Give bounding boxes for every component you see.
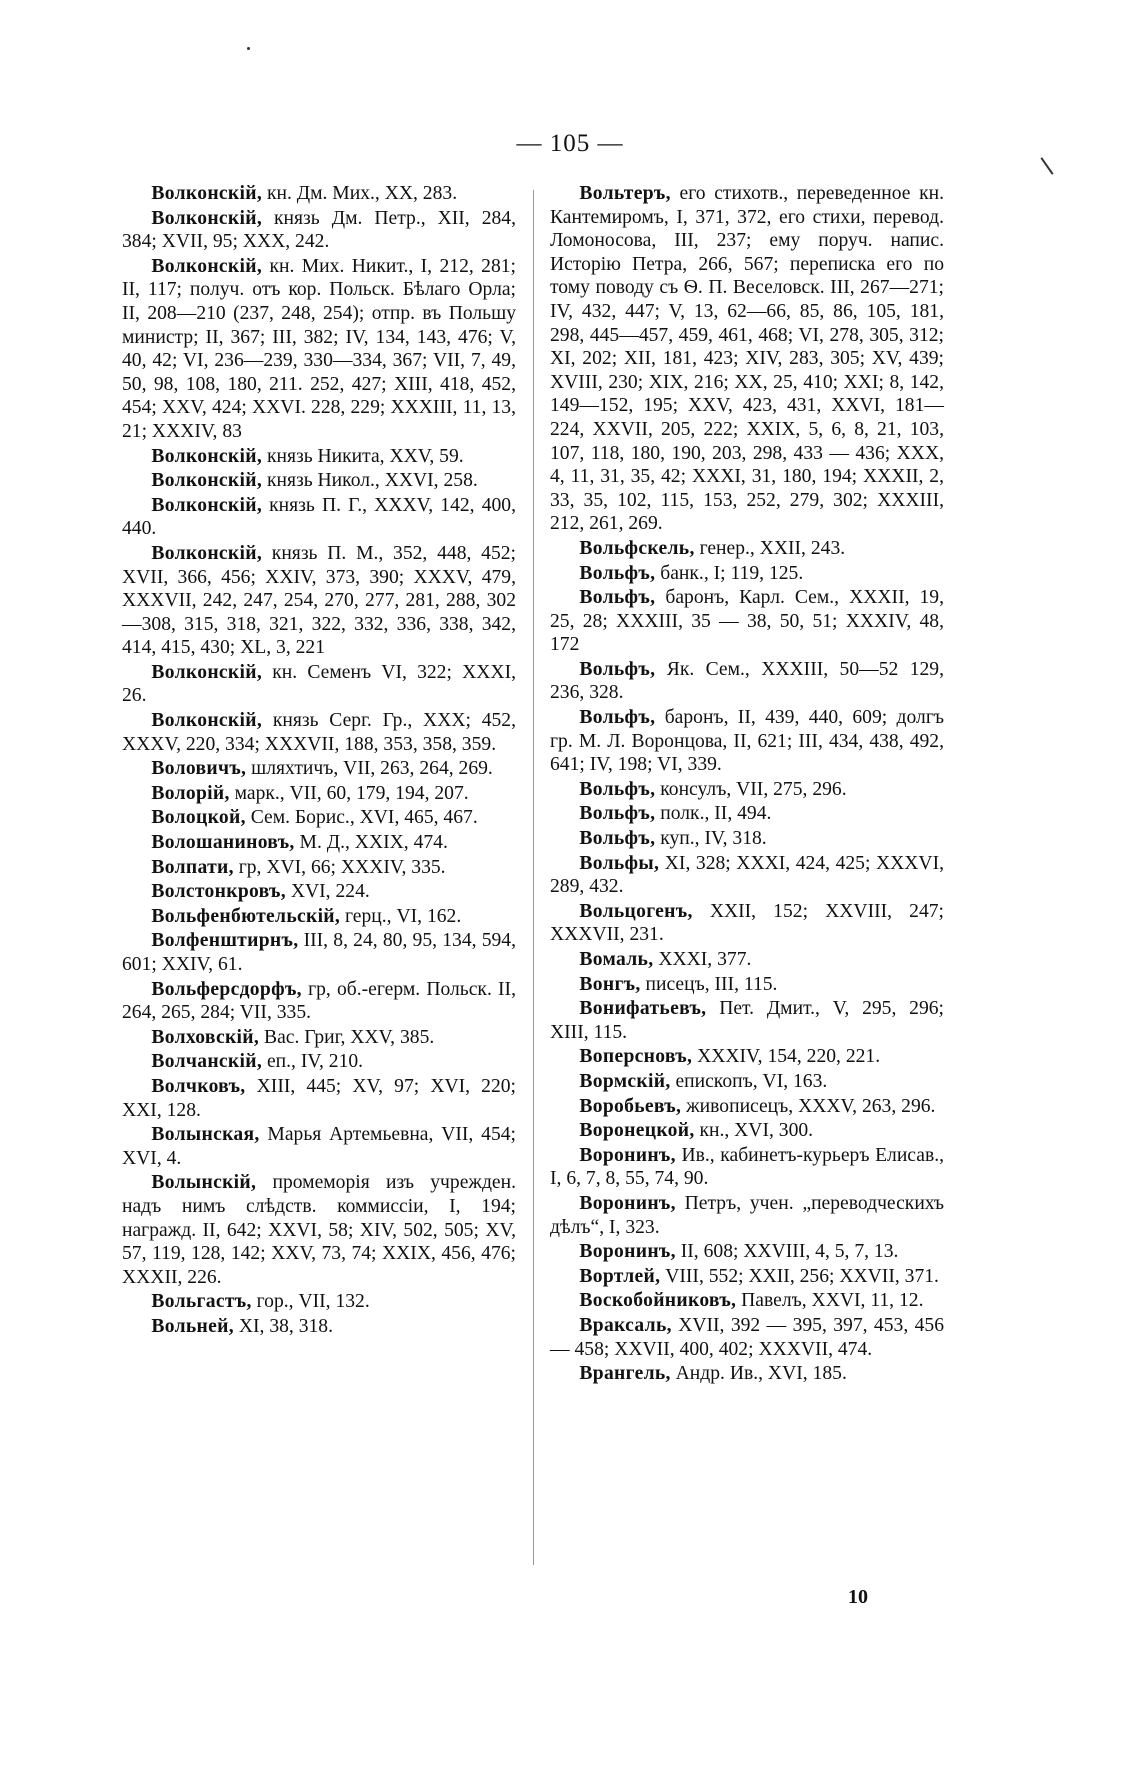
entry-headword: Воловичъ, <box>151 758 247 780</box>
entry-headword: Вольфы, <box>579 852 660 874</box>
entry-headword: Вольней, <box>151 1315 234 1337</box>
index-entry <box>550 562 944 586</box>
index-entry <box>550 778 944 802</box>
entry-references: гор., VII, 132. <box>256 1291 370 1313</box>
index-entry <box>550 1192 944 1239</box>
margin-tick-mark <box>1040 157 1053 175</box>
index-entry <box>122 1075 516 1122</box>
index-entry <box>122 757 516 781</box>
index-entry <box>122 494 516 541</box>
index-entry <box>122 207 516 254</box>
entry-headword: Врангель, <box>579 1363 671 1385</box>
entry-headword: Вольфъ, <box>579 562 656 584</box>
index-entry <box>550 1362 944 1386</box>
index-entry <box>122 1026 516 1050</box>
index-entry <box>550 1095 944 1119</box>
index-entry <box>122 469 516 493</box>
entry-headword: Волоцкой, <box>151 807 246 829</box>
index-entry <box>550 537 944 561</box>
entry-references: кн. Семенъ VI, 322; XXXI, 26. <box>122 661 516 707</box>
entry-headword: Волконскій, <box>151 494 263 516</box>
entry-references: князь Серг. Гр., XXX; 452, XXXV, 220, 334; XXXVII, 188, 353, 358, 359. <box>122 710 516 755</box>
index-entry <box>550 802 944 826</box>
entry-references: Сем. Борис., XVI, 465, 467. <box>250 807 478 829</box>
index-entry <box>550 1144 944 1191</box>
entry-references: полк., II, 494. <box>660 803 772 825</box>
entry-headword: Вонгъ, <box>579 973 641 995</box>
index-entry <box>550 1119 944 1143</box>
entry-headword: Воронинъ, <box>579 1192 676 1214</box>
entry-headword: Воронецкой, <box>579 1120 695 1142</box>
index-entry <box>550 706 944 777</box>
index-entry <box>550 586 944 657</box>
entry-headword: Волконскій, <box>151 470 263 492</box>
index-entry <box>122 709 516 756</box>
index-column-right <box>550 182 944 1387</box>
index-entry <box>122 806 516 830</box>
entry-headword: Волховскій, <box>151 1026 260 1048</box>
index-entry <box>122 1050 516 1074</box>
entry-headword: Волконскій, <box>151 445 263 467</box>
entry-headword: Волпати, <box>151 856 234 878</box>
entry-references: VIII, 552; XXII, 256; XXVII, 371. <box>665 1265 939 1287</box>
index-entry <box>122 445 516 469</box>
printer-signature-mark: 10 <box>848 1586 868 1608</box>
entry-references: Ив., кабинетъ-курьеръ Елисав., I, 6, 7, 8, 55, 74, 90. <box>550 1144 944 1190</box>
entry-headword: Вольгастъ, <box>151 1291 252 1313</box>
entry-references: марк., VII, 60, 179, 194, 207. <box>234 782 469 804</box>
entry-references: кн. Дм. Мих., XX, 283. <box>266 183 458 204</box>
entry-headword: Вольфъ, <box>579 587 656 609</box>
index-entry <box>122 182 516 206</box>
index-entry <box>550 948 944 972</box>
entry-headword: Волчковъ, <box>151 1075 246 1097</box>
entry-references: еп., IV, 210. <box>266 1051 364 1073</box>
entry-references: кн. Мих. Никит., I, 212, 281; II, 117; получ. отъ кор. Польск. Бѣлаго Орла; II, 208—210 (237, 248, 254); отпр. въ Польшу министр; II, 367; III, 382; IV, 134, 143, 476; V, 40, 42; VI, 236—239, 330—334, 367; VII, 7, 49, 50, 98, 108, 180, 211. 252, 427; XIII, 418, 452, 454; XXV, 424; XXVI. 228, 229; XXXIII, 11, 13, 21; XXXIV, 83 <box>122 255 516 442</box>
entry-references: банк., I; 119, 125. <box>660 562 804 584</box>
entry-headword: Волошаниновъ, <box>151 832 295 854</box>
index-entry <box>550 658 944 705</box>
entry-references: XIII, 445; XV, 97; XVI, 220; XXI, 128. <box>122 1075 517 1121</box>
entry-headword: Вольфъ, <box>579 658 656 680</box>
entry-references: XI, 328; XXXI, 424, 425; XXXVI, 289, 432. <box>550 852 944 898</box>
entry-headword: Волынская, <box>151 1124 260 1146</box>
index-column-left <box>122 182 516 1340</box>
entry-references: XI, 38, 318. <box>238 1315 333 1337</box>
entry-headword: Волынскій, <box>151 1172 257 1194</box>
entry-headword: Воробьевъ, <box>579 1095 682 1117</box>
entry-references: князь Дм. Петр., XII, 284, 384; XVII, 95; XXX, 242. <box>122 207 516 253</box>
index-entry <box>550 1289 944 1313</box>
entry-references: промеморія изъ учрежден. надъ нимъ слѣдств. коммиссіи, I, 194; награжд. II, 642; XXVI, 58; XIV, 502, 505; XV, 57, 119, 128, 142; XXV, 73, 74; XXIX, 456, 476; XXXII, 226. <box>122 1172 516 1288</box>
entry-headword: Вольфенбютельскій, <box>151 905 341 927</box>
entry-headword: Воронинъ, <box>579 1241 676 1263</box>
entry-references: II, 608; XXVIII, 4, 5, 7, 13. <box>680 1241 899 1263</box>
entry-references: Вас. Григ, XXV, 385. <box>264 1026 435 1048</box>
index-entry <box>122 880 516 904</box>
index-entry <box>122 856 516 880</box>
entry-headword: Вольфскель, <box>579 537 695 559</box>
entry-headword: Вольфъ, <box>579 828 656 850</box>
entry-references: герц., VI, 162. <box>345 905 462 927</box>
entry-headword: Вольфъ, <box>579 778 656 800</box>
entry-references: М. Д., XXIX, 474. <box>299 832 448 854</box>
entry-headword: Вормскій, <box>579 1070 671 1092</box>
index-entry <box>122 542 516 660</box>
index-entry <box>550 827 944 851</box>
entry-references: Як. Сем., XXXIII, 50—52 129, 236, 328. <box>550 658 944 704</box>
entry-headword: Воперсновъ, <box>579 1046 693 1068</box>
ink-speck <box>247 47 250 50</box>
entry-headword: Вольтеръ, <box>579 183 671 204</box>
entry-headword: Волконскій, <box>151 255 263 277</box>
entry-references: его стихотв., переведенное кн. Кантемиромъ, I, 371, 372, его стихи, перевод. Ломоносова, III, 237; ему поруч. напис. Исторію Петра, 266, 567; переписка его по тому поводу съ Ѳ. П. Веселовск. III, 267—271; IV, 432, 447; V, 13, 62—66, 85, 86, 105, 181, 298, 445—457, 459, 461, 468; VI, 278, 305, 312; XI, 202; XII, 181, 423; XIV, 283, 305; XV, 439; XVIII, 230; XIX, 216; XX, 25, 410; XXI; 8, 142, 149—152, 195; XXV, 423, 431, XXVI, 181—224, XXVII, 205, 222; XXIX, 5, 6, 8, 21, 103, 107, 118, 180, 190, 203, 298, 433 — 436; XXX, 4, 11, 31, 35, 42; XXXI, 31, 180, 194; XXXII, 2, 33, 35, 102, 115, 153, 252, 279, 302; XXXIII, 212, 261, 269. <box>550 183 944 535</box>
entry-references: гр, XVI, 66; XXXIV, 335. <box>238 856 446 878</box>
entry-headword: Вонифатьевъ, <box>579 998 707 1020</box>
entry-references: князь П. М., 352, 448, 452; XVII, 366, 456; XXIV, 373, 390; XXXV, 479, XXXVII, 242, 247, 254, 270, 277, 281, 288, 302—308, 315, 318, 321, 322, 332, 336, 338, 342, 414, 415, 430; XL, 3, 221 <box>122 542 516 659</box>
entry-headword: Волчанскій, <box>151 1051 263 1073</box>
entry-references: князь П. Г., XXXV, 142, 400, 440. <box>122 494 516 540</box>
entry-references: епископъ, VI, 163. <box>675 1070 828 1092</box>
entry-references: баронъ, Карл. Сем., XXXII, 19, 25, 28; XXXIII, 35 — 38, 50, 51; XXXIV, 48, 172 <box>550 587 944 656</box>
entry-headword: Вольфъ, <box>579 803 656 825</box>
entry-references: III, 8, 24, 80, 95, 134, 594, 601; XXIV, 61. <box>122 930 516 975</box>
index-entry <box>122 929 516 976</box>
entry-references: генер., XXII, 243. <box>699 537 846 559</box>
entry-references: XVI, 224. <box>290 881 370 903</box>
index-entry <box>122 831 516 855</box>
entry-references: XXXI, 377. <box>658 949 752 970</box>
entry-references: баронъ, II, 439, 440, 609; долгъ гр. М. Л. Воронцова, II, 621; III, 434, 438, 492, 641; IV, 198; VI, 339. <box>550 707 944 776</box>
entry-headword: Волфенштирнъ, <box>151 930 299 952</box>
page-number: — 105 — <box>516 130 624 157</box>
entry-references: Марья Артемьевна, VII, 454; XVI, 4. <box>122 1124 516 1169</box>
entry-headword: Волконскій, <box>151 183 263 204</box>
entry-references: Андр. Ив., XVI, 185. <box>675 1363 847 1385</box>
entry-headword: Волконскій, <box>151 542 263 564</box>
entry-references: гр, об.-егерм. Польск. II, 264, 265, 284; VII, 335. <box>122 978 516 1024</box>
entry-references: Пет. Дмит., V, 295, 296; XIII, 115. <box>550 998 944 1043</box>
entry-headword: Вольцогенъ, <box>579 900 693 922</box>
entry-references: консулъ, VII, 275, 296. <box>660 778 847 800</box>
index-entry <box>122 905 516 929</box>
entry-references: XXXIV, 154, 220, 221. <box>697 1046 881 1068</box>
entry-headword: Воскобойниковъ, <box>579 1290 737 1312</box>
entry-references: Павелъ, XXVI, 11, 12. <box>741 1290 924 1312</box>
index-entry <box>550 973 944 997</box>
entry-references: живописецъ, XXXV, 263, 296. <box>686 1095 936 1117</box>
index-entry <box>550 1045 944 1069</box>
entry-headword: Вольфъ, <box>579 707 656 729</box>
entry-references: кн., XVI, 300. <box>699 1120 814 1142</box>
entry-headword: Вольферсдорфъ, <box>151 978 302 1000</box>
entry-headword: Волконскій, <box>151 710 263 732</box>
index-entry <box>122 1123 516 1170</box>
column-rule <box>533 190 534 1565</box>
index-entry <box>550 900 944 947</box>
index-entry <box>550 997 944 1044</box>
index-entry <box>122 782 516 806</box>
index-entry <box>122 1315 516 1339</box>
entry-references: Петръ, учен. „переводческихъ дѣлъ“, I, 323. <box>550 1192 944 1238</box>
index-entry <box>122 255 516 444</box>
entry-references: XVII, 392 — 395, 397, 453, 456 — 458; XXVII, 400, 402; XXXVII, 474. <box>550 1314 944 1360</box>
entry-headword: Волконскій, <box>151 661 263 683</box>
entry-headword: Вортлей, <box>579 1265 661 1287</box>
index-entry <box>122 1171 516 1289</box>
entry-references: писецъ, III, 115. <box>645 973 778 995</box>
index-entry <box>122 1290 516 1314</box>
entry-references: XXII, 152; XXVIII, 247; XXXVII, 231. <box>550 900 944 946</box>
index-entry <box>550 852 944 899</box>
entry-references: князь Никол., XXVI, 258. <box>266 470 478 492</box>
entry-headword: Враксаль, <box>579 1314 672 1336</box>
entry-headword: Вомаль, <box>579 949 654 970</box>
entry-headword: Волстонкровъ, <box>151 881 286 903</box>
entry-references: шляхтичъ, VII, 263, 264, 269. <box>251 758 493 780</box>
entry-headword: Волорій, <box>151 782 230 804</box>
index-entry <box>550 1070 944 1094</box>
index-entry <box>550 1265 944 1289</box>
index-entry <box>122 661 516 708</box>
entry-headword: Воронинъ, <box>579 1144 676 1166</box>
index-entry <box>550 1314 944 1361</box>
index-entry <box>550 1240 944 1264</box>
index-entry <box>550 182 944 536</box>
entry-references: куп., IV, 318. <box>660 828 767 850</box>
entry-headword: Волконскій, <box>151 207 263 229</box>
index-entry <box>122 978 516 1025</box>
entry-references: князь Никита, XXV, 59. <box>266 445 464 467</box>
